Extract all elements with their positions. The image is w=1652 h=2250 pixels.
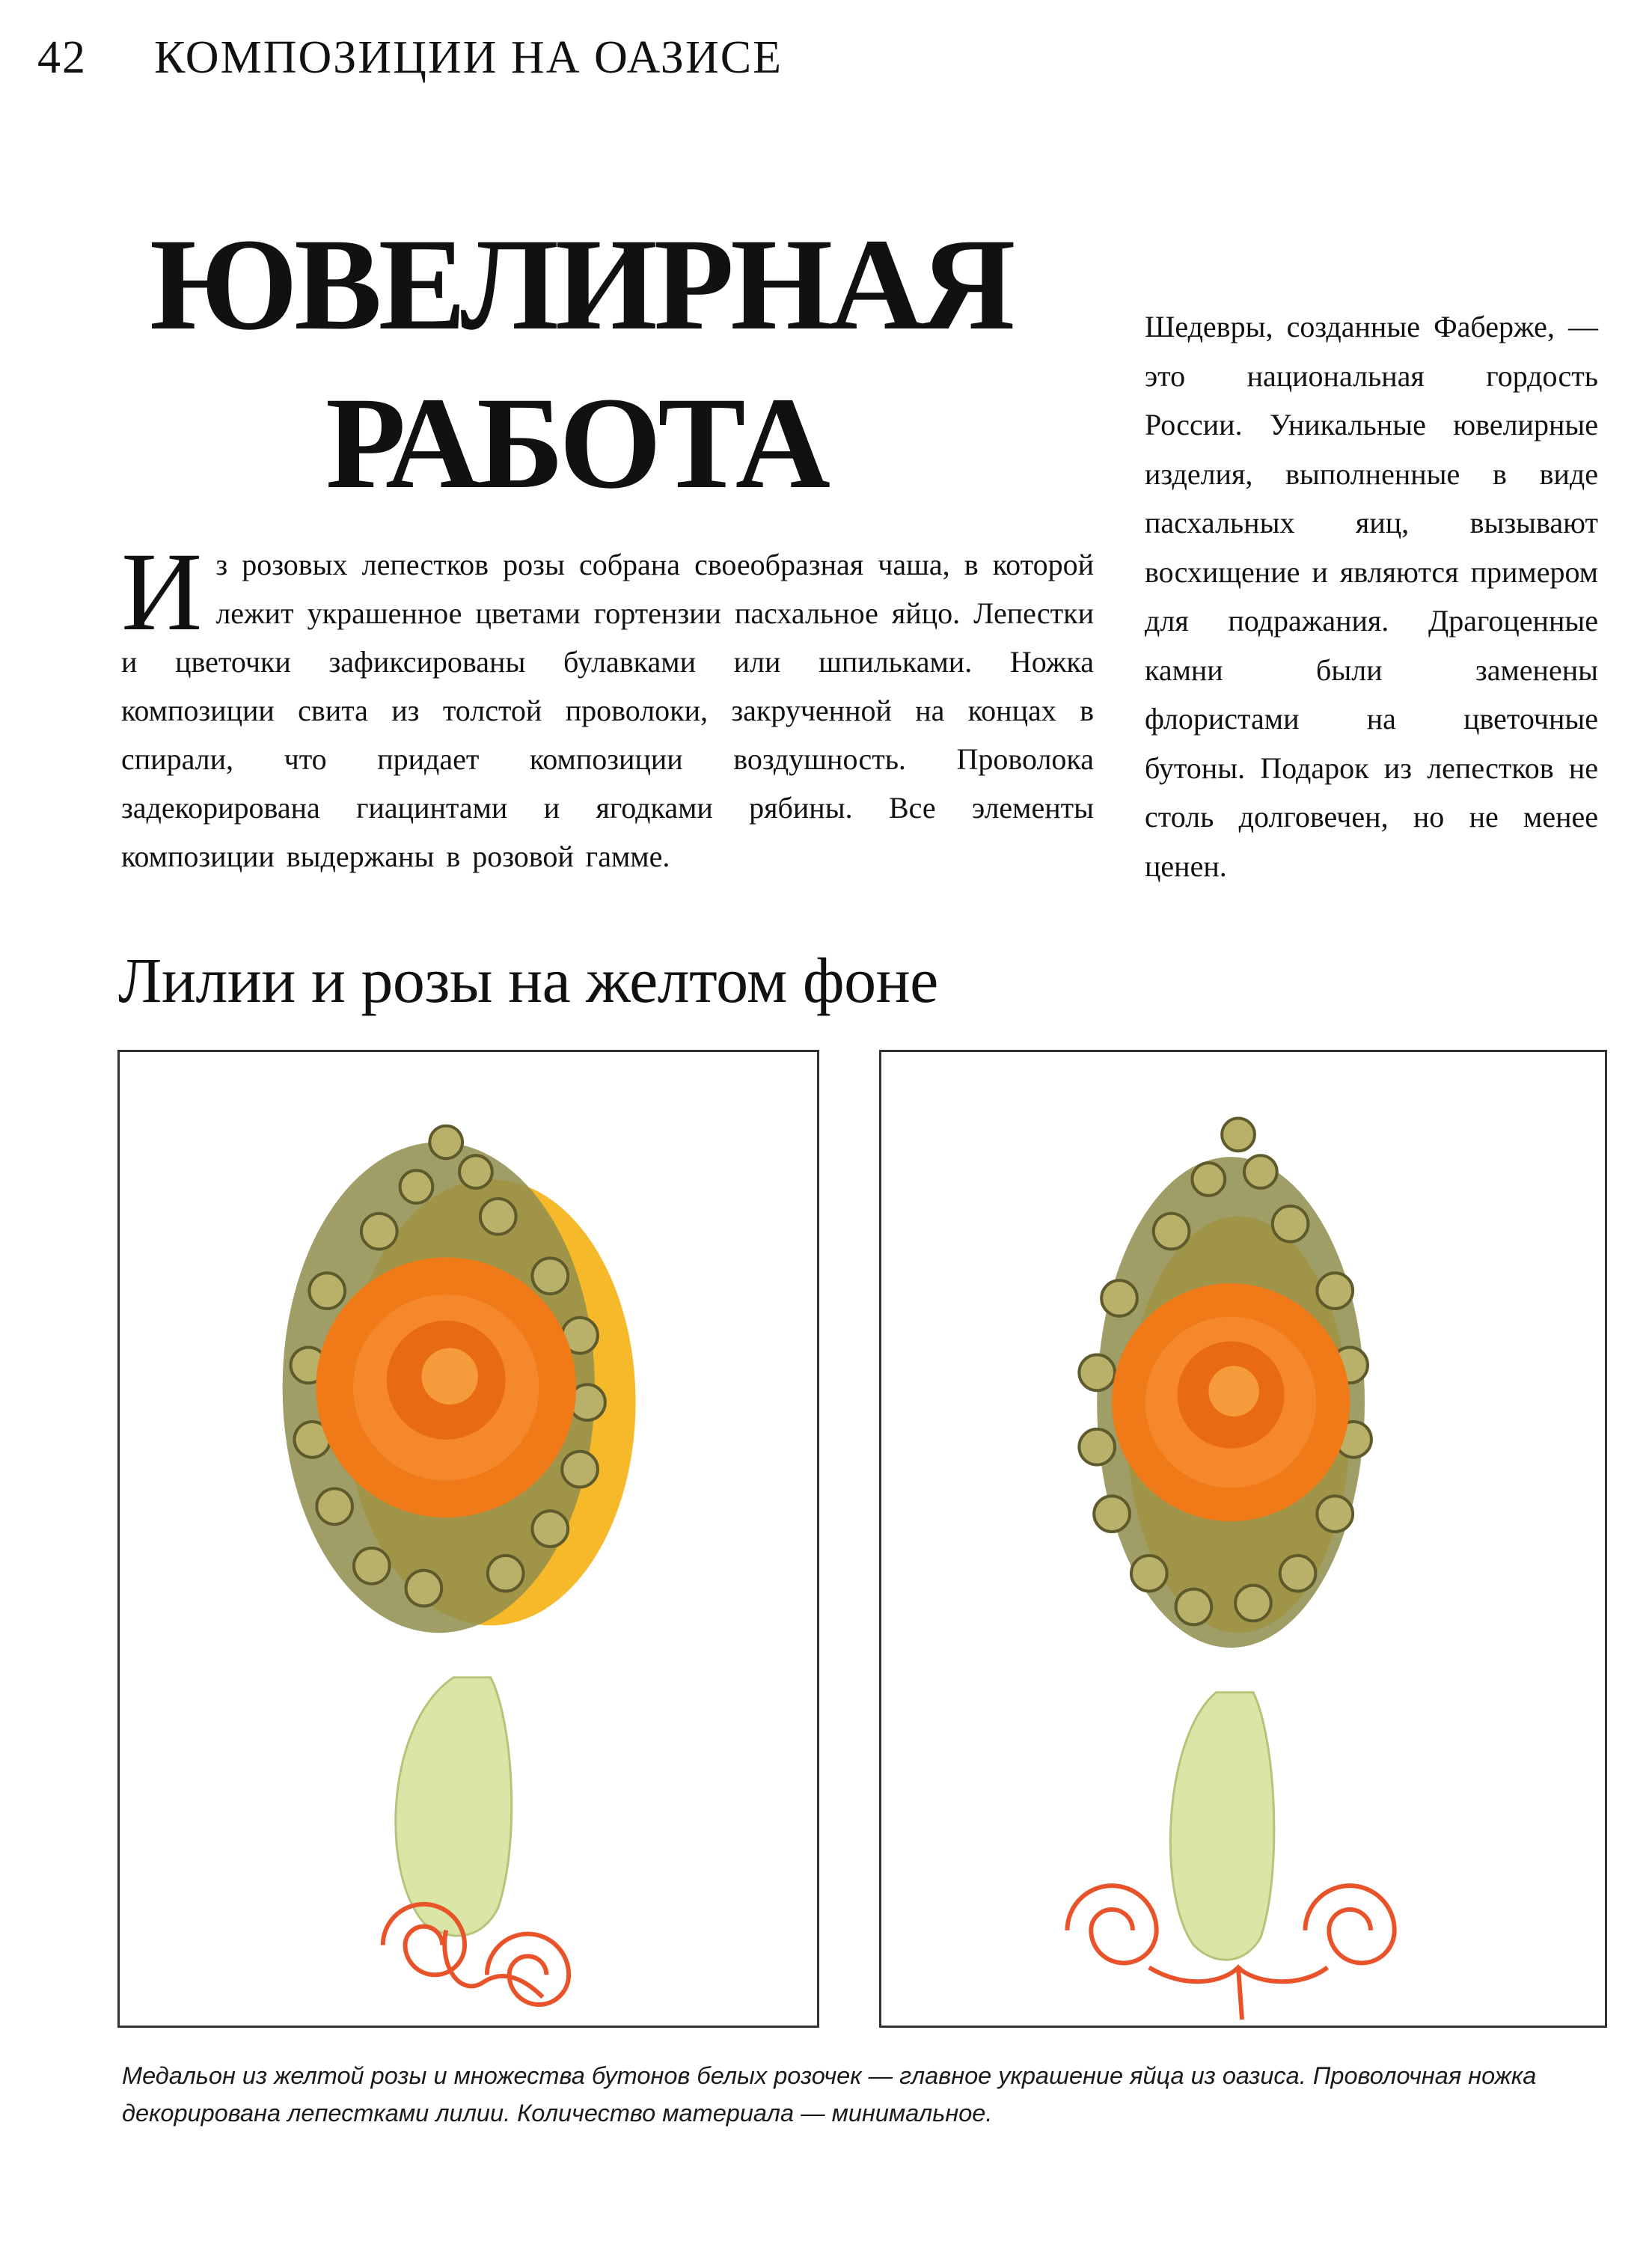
- main-paragraph: [121, 530, 1094, 881]
- lily-stem: [396, 1678, 512, 1936]
- egg-arrangement-illustration-right: [881, 1052, 1605, 2026]
- section-heading: Лилии и розы на желтом фоне: [118, 944, 938, 1016]
- running-header: [37, 31, 783, 85]
- photo-left: [117, 1050, 819, 2028]
- lily-stem: [1170, 1693, 1274, 1960]
- title-line-2: РАБОТА: [325, 370, 827, 516]
- page-number: 42: [37, 32, 87, 83]
- photo-caption: Медальон из желтой розы и множества бутонов белых розочек — главное украшение яйца из оазиса. Проволочная ножка декорирована лепестками лилии. Количество материала — минимальное.: [122, 2062, 1537, 2127]
- drop-cap: И: [121, 530, 203, 654]
- running-title: КОМПОЗИЦИИ НА ОАЗИСЕ: [154, 32, 783, 83]
- main-paragraph-body: з розовых лепестков розы собрана своеобразная чаша, в которой лежит украшенное цветами гортензии пасхальное яйцо. Лепестки и цветочки зафиксированы булавками или шпильками. Ножка композиции свита из толстой проволоки, закрученной на концах в спирали, что придает композиции воздушность. Проволока задекорирована гиацинтами и ягодками рябины. Все элементы композиции выдержаны в розовой гамме.: [121, 548, 1094, 873]
- egg-arrangement-illustration-left: [120, 1052, 817, 2026]
- photo-right: [879, 1050, 1607, 2028]
- sidebar-text: Шедевры, созданные Фаберже, — это национальная гордость России. Уникальные ювелирные изделия, выполненные в виде пасхальных яиц, вызывают восхищение и являются примером для подражания. Драгоценные камни были заменены флористами на цветочные бутоны. Подарок из лепестков не столь долговечен, но не менее ценен.: [1145, 310, 1598, 883]
- page-title: [150, 206, 1012, 523]
- title-line-1: ЮВЕЛИРНАЯ: [150, 212, 1012, 358]
